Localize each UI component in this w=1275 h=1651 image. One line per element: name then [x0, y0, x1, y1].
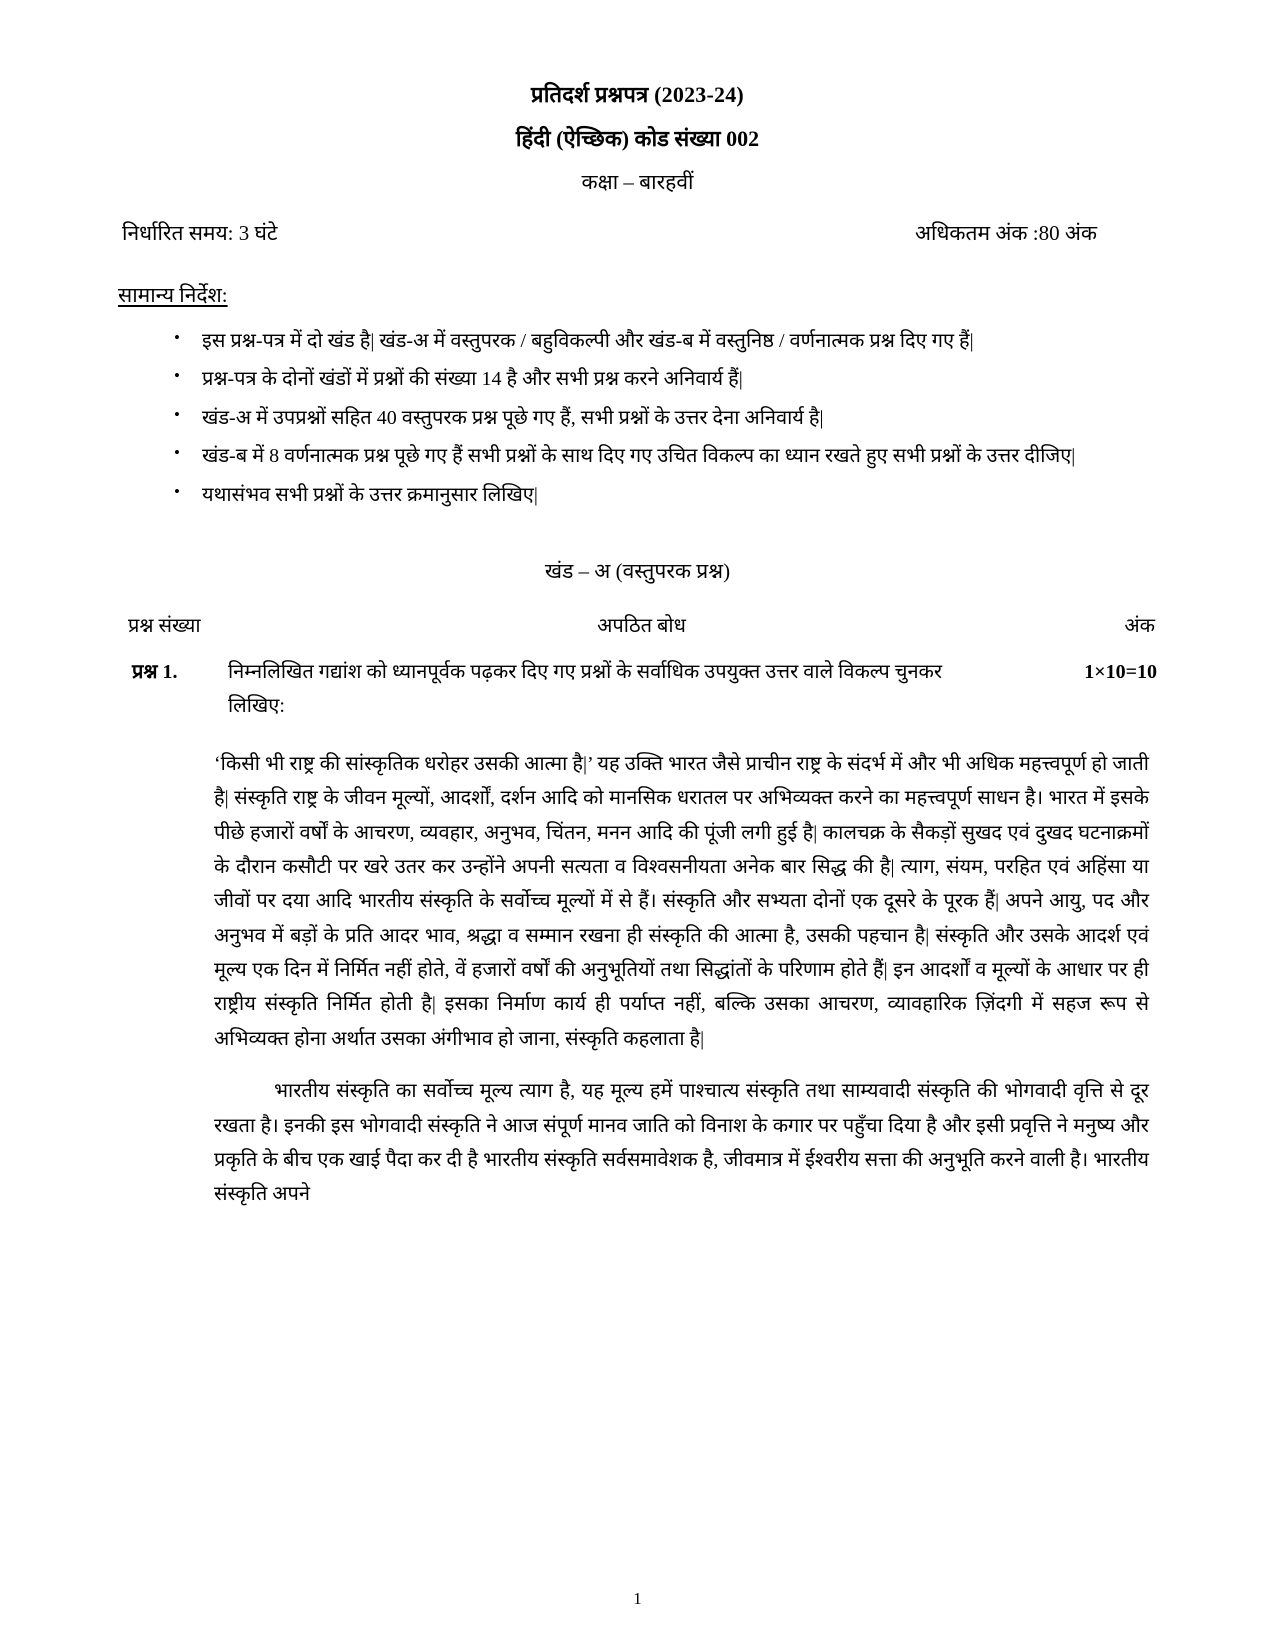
- passage-paragraph: भारतीय संस्कृति का सर्वोच्च मूल्य त्याग है, यह मूल्य हमें पाश्चात्य संस्कृति तथा साम्यवादी संस्कृति की भोगवादी वृत्ति से दूर रखता है। इनकी इस भोगवादी संस्कृति ने आज संपूर्ण मानव जाति को विनाश के कगार पर पहुँचा दिया है और इसी प्रवृत्ति ने मनुष्य और प्रकृति के बीच एक खाई पैदा कर दी है भारतीय संस्कृति सर्वसमावेशक है, जीवमात्र में ईश्वरीय सत्ता की अनुभूति करने वाली है। भारतीय संस्कृति अपने: [214, 1080, 1149, 1206]
- allotted-time: निर्धारित समय: 3 घंटे: [122, 221, 278, 245]
- list-item: • प्रश्न-पत्र के दोनों खंडों में प्रश्नों की संख्या 14 है और सभी प्रश्न करने अनिवार्य हैं|: [168, 363, 1123, 395]
- question-1: [118, 656, 1157, 723]
- list-item: • खंड-ब में 8 वर्णनात्मक प्रश्न पूछे गए हैं सभी प्रश्नों के साथ दिए गए उचित विकल्प का ध्यान रखते हुए सभी प्रश्नों के उत्तर दीजिए|: [168, 440, 1123, 472]
- general-instructions-list: [118, 325, 1157, 511]
- maximum-marks: अधिकतम अंक :80 अंक: [915, 221, 1097, 245]
- page-number: 1: [633, 1589, 642, 1608]
- column-header-question-no: प्रश्न संख्या: [128, 614, 201, 637]
- column-headers: [118, 611, 1157, 638]
- subject-code-line: हिंदी (ऐच्छिक) कोड संख्या 002: [515, 126, 760, 151]
- section-a-heading: खंड – अ (वस्तुपरक प्रश्न): [544, 558, 731, 583]
- exam-meta-row: [118, 219, 1157, 247]
- question-1-body: [228, 656, 1157, 723]
- list-item: • खंड-अ में उपप्रश्नों सहित 40 वस्तुपरक प्रश्न पूछे गए हैं, सभी प्रश्नों के उत्तर देना अनिवार्य है|: [168, 402, 1123, 434]
- question-1-label: प्रश्न 1.: [132, 660, 178, 683]
- question-1-text-line-1: निम्नलिखित गद्यांश को ध्यानपूर्वक पढ़कर दिए गए प्रश्नों के सर्वाधिक उपयुक्त उत्तर वाले विकल्प चुनकर: [228, 660, 943, 683]
- question-1-text-line-2: लिखिए:: [228, 695, 285, 718]
- page-title: प्रतिदर्श प्रश्नपत्र (2023-24): [531, 82, 744, 107]
- list-item: • इस प्रश्न-पत्र में दो खंड है| खंड-अ में वस्तुपरक / बहुविकल्पी और खंड-ब में वस्तुनिष्ठ / वर्णनात्मक प्रश्न दिए गए हैं|: [168, 325, 1123, 357]
- reading-passage: [118, 747, 1157, 1212]
- column-header-topic: अपठित बोध: [597, 614, 686, 637]
- passage-paragraph: ‘किसी भी राष्ट्र की सांस्कृतिक धरोहर उसकी आत्मा है|’ यह उक्ति भारत जैसे प्राचीन राष्ट्र के संदर्भ में और भी अधिक महत्त्वपूर्ण हो जाती है| संस्कृति राष्ट्र के जीवन मूल्यों, आदर्शों, दर्शन आदि को मानसिक धरातल पर अभिव्यक्त करने का महत्त्वपूर्ण साधन है। भारत में इसके पीछे हजारों वर्षों के आचरण, व्यवहार, अनुभव, चिंतन, मनन आदि की पूंजी लगी हुई है| कालचक्र के सैकड़ों सुखद एवं दुखद घटनाक्रमों के दौरान कसौटी पर खरे उतर कर उन्होंने अपनी सत्यता व विश्वसनीयता अनेक बार सिद्ध की है| त्याग, संयम, परहित एवं अहिंसा या जीवों पर दया आदि भारतीय संस्कृति के सर्वोच्च मूल्यों में से हैं। संस्कृति और सभ्यता दोनों एक दूसरे के पूरक हैं| अपने आयु, पद और अनुभव में बड़ों के प्रति आदर भाव, श्रद्धा व सम्मान रखना ही संस्कृति की आत्मा है, उसकी पहचान है| संस्कृति और उसके आदर्श एवं मूल्य एक दिन में निर्मित नहीं होते, वें हजारों वर्षों की अनुभूतियों तथा सिद्धांतों के परिणाम होते हैं| इन आदर्शों व मूल्यों के आधार पर ही राष्ट्रीय संस्कृति निर्मित होती है| इसका निर्माण कार्य ही पर्याप्त नहीं, बल्कि उसका आचरण, व्यावहारिक ज़िंदगी में सहज रूप से अभिव्यक्त होना अर्थात उसका अंगीभाव हो जाना, संस्कृति कहलाता है|: [214, 752, 1149, 1050]
- list-item: • यथासंभव सभी प्रश्नों के उत्तर क्रमानुसार लिखिए|: [168, 479, 1123, 511]
- general-instructions-heading: सामान्य निर्देश:: [118, 283, 228, 307]
- column-header-marks: अंक: [1124, 614, 1156, 637]
- class-line: कक्षा – बारहवीं: [581, 170, 694, 194]
- question-1-marks: 1×10=10: [1084, 660, 1157, 683]
